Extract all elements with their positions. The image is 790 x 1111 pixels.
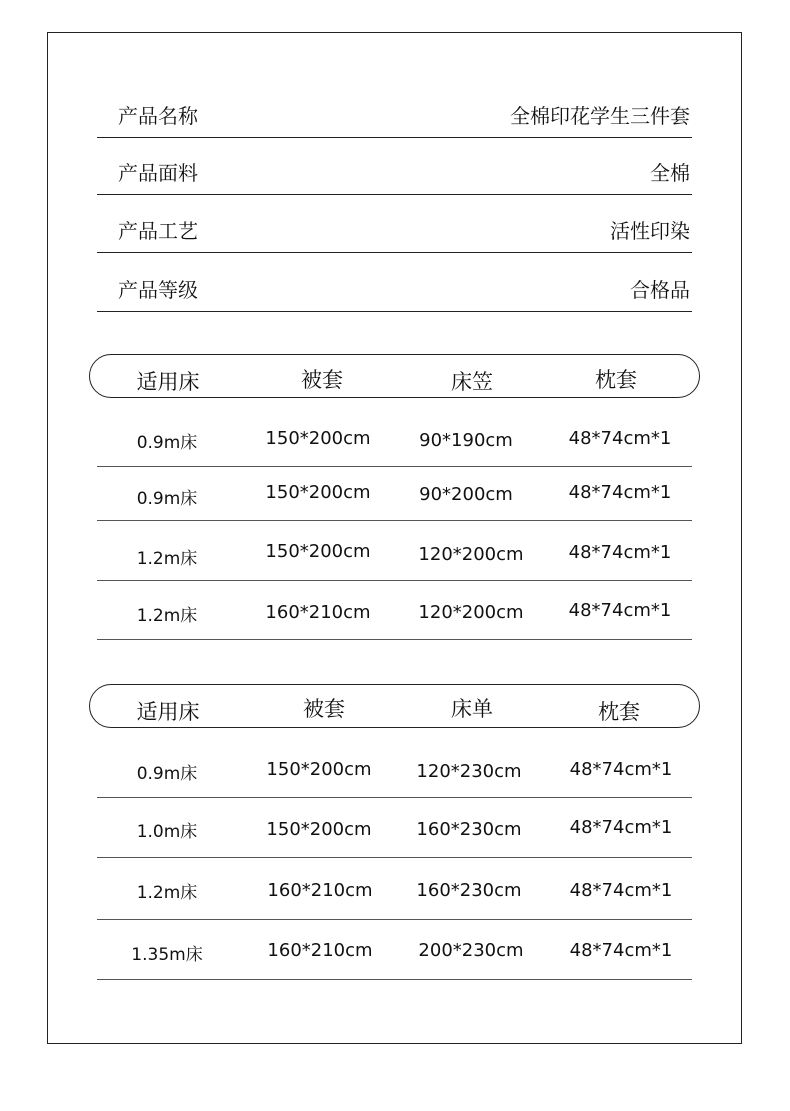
cell-bed: 0.9m床 <box>136 489 198 509</box>
cell-sheet: 90*200cm <box>419 484 513 505</box>
table1-row <box>97 467 692 521</box>
table2-row <box>97 798 692 858</box>
cell-sheet: 160*230cm <box>416 819 522 840</box>
spec-value: 全棉印花学生三件套 <box>510 104 690 128</box>
spec-row-process <box>97 195 692 253</box>
cell-sheet: 200*230cm <box>418 940 524 961</box>
table2-row <box>97 738 692 798</box>
table2-row <box>97 858 692 920</box>
cell-pillow: 48*74cm*1 <box>568 542 672 563</box>
spec-label: 产品名称 <box>118 104 198 128</box>
cell-pillow: 48*74cm*1 <box>569 817 673 838</box>
table1-row <box>97 521 692 581</box>
spec-label: 产品工艺 <box>118 219 198 243</box>
cell-sheet: 120*200cm <box>418 544 524 565</box>
cell-bed: 0.9m床 <box>136 764 198 784</box>
cell-duvet: 150*200cm <box>265 428 371 449</box>
table1-header-fitted-sheet: 床笠 <box>451 370 493 394</box>
cell-pillow: 48*74cm*1 <box>569 940 673 961</box>
spec-value: 活性印染 <box>610 219 690 243</box>
cell-bed: 0.9m床 <box>136 433 198 453</box>
table2-header-flat-sheet: 床单 <box>451 697 493 721</box>
table2-header-pillowcase: 枕套 <box>598 700 640 724</box>
spec-row-name <box>97 80 692 138</box>
cell-pillow: 48*74cm*1 <box>568 600 672 621</box>
cell-bed: 1.0m床 <box>136 822 198 842</box>
cell-bed: 1.35m床 <box>131 945 203 965</box>
table1-header <box>89 354 700 398</box>
cell-pillow: 48*74cm*1 <box>568 482 672 503</box>
cell-bed: 1.2m床 <box>136 883 198 903</box>
spec-label: 产品面料 <box>118 161 198 185</box>
spec-row-fabric <box>97 137 692 195</box>
cell-pillow: 48*74cm*1 <box>568 428 672 449</box>
cell-duvet: 150*200cm <box>265 541 371 562</box>
cell-duvet: 150*200cm <box>266 819 372 840</box>
cell-sheet: 120*200cm <box>418 602 524 623</box>
cell-sheet: 90*190cm <box>419 430 513 451</box>
cell-duvet: 160*210cm <box>267 880 373 901</box>
cell-duvet: 150*200cm <box>266 759 372 780</box>
cell-bed: 1.2m床 <box>136 549 198 569</box>
cell-pillow: 48*74cm*1 <box>569 759 673 780</box>
table2-row <box>97 920 692 980</box>
table1-header-duvet: 被套 <box>301 368 343 392</box>
spec-value: 合格品 <box>630 278 690 302</box>
cell-bed: 1.2m床 <box>136 606 198 626</box>
cell-sheet: 120*230cm <box>416 761 522 782</box>
spec-label: 产品等级 <box>118 278 198 302</box>
cell-duvet: 150*200cm <box>265 482 371 503</box>
table2-header-bed: 适用床 <box>136 700 200 724</box>
table1-header-pillowcase: 枕套 <box>595 368 637 392</box>
cell-duvet: 160*210cm <box>265 602 371 623</box>
cell-sheet: 160*230cm <box>416 880 522 901</box>
table2-header-duvet: 被套 <box>303 697 345 721</box>
cell-duvet: 160*210cm <box>267 940 373 961</box>
table1-row <box>97 581 692 640</box>
cell-pillow: 48*74cm*1 <box>569 880 673 901</box>
table2-header <box>89 684 700 728</box>
table1-header-bed: 适用床 <box>136 370 200 394</box>
spec-value: 全棉 <box>650 161 690 185</box>
spec-row-grade <box>97 254 692 312</box>
table1-row <box>97 408 692 467</box>
